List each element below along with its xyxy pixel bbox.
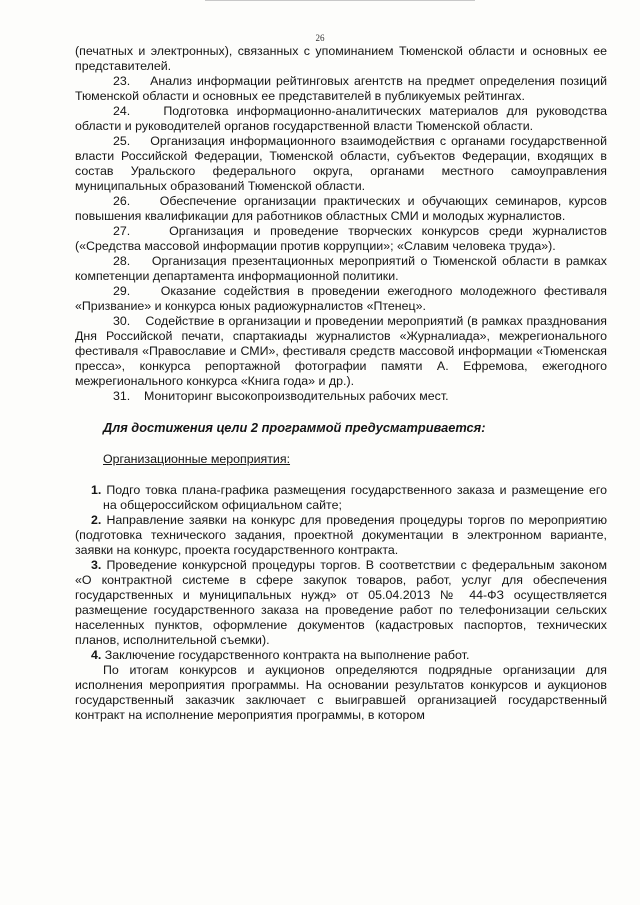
goal-heading: Для достижения цели 2 программой предусматривается: [103,420,486,435]
list-item-number: 29. [113,284,131,298]
list-item [75,134,607,194]
list-item-text: Мониторинг высокопроизводительных рабочих мест. [144,389,449,403]
org-list-item-number: 3. [91,558,102,572]
intro-paragraph: (печатных и электронных), связанных с упоминанием Тюменской области и основных ее представителей. [75,44,607,73]
org-list-item-text: Проведение конкурсной процедуры торгов. В соответствии с федеральным законом «О контрактной системе в сфере закупок товаров, работ, услуг для обеспечения государственных и муниципальных нужд» от 05.04.2013 № 44-ФЗ осуществляется размещение государственного заказа на проведение работ по телефонизации сельских населенных пунктов, оформление документов (кадастровых паспортов, технических планов, исполнительной съемки). [75,558,607,647]
list-item-number: 31. [113,389,131,403]
list-item-text: Организация презентационных мероприятий о Тюменской области в рамках компетенции департамента информационной политики. [75,254,607,283]
section-subheading: Организационные мероприятия: [103,452,291,466]
numbered-list [75,74,607,404]
list-item [75,389,607,404]
list-item-text: Анализ информации рейтинговых агентств на предмет определения позиций Тюменской области и основных ее представителей в публикуемых рейтингах. [75,74,607,103]
organizational-list [75,483,607,663]
org-list-item-number: 4. [91,648,102,662]
org-list-item [75,648,607,663]
org-list-item [75,513,607,558]
org-list-item [75,483,607,513]
list-item [75,314,607,389]
list-item [75,254,607,284]
list-item [75,194,607,224]
org-list-item-number: 1. [91,483,102,497]
list-item-text: Обеспечение организации практических и обучающих семинаров, курсов повышения квалификации для работников областных СМИ и молодых журналистов. [75,194,607,223]
org-list-item-text: Направление заявки на конкурс для проведения процедуры торгов по мероприятию (подготовка технического задания, проектной документации в электронном варианте, заявки на конкурс, проекта государственного контракта. [75,513,607,557]
list-item [75,224,607,254]
list-item-number: 27. [113,224,131,238]
list-item-text: Организация и проведение творческих конкурсов среди журналистов («Средства массовой информации против коррупции»; «Славим человека труда»). [75,224,607,253]
org-list-item-text: Заключение государственного контракта на выполнение работ. [104,648,470,662]
list-item [75,284,607,314]
list-item-text: Организация информационного взаимодействия с органами государственной власти Российской Федерации, Тюменской области, субъектов Федерации, входящих в состав Уральского федерального округа, органами местного самоуправления муниципальных образований Тюменской области. [75,134,607,193]
org-list-item-number: 2. [91,513,102,527]
list-item-number: 28. [113,254,131,268]
org-list-item-text: Подго товка плана-графика размещения государственного заказа и размещение его на общероссийском официальном сайте; [103,483,607,512]
list-item [75,74,607,104]
page-number: 26 [315,33,325,43]
top-rule [205,0,475,1]
org-list-item [75,558,607,648]
list-item-text: Содействие в организации и проведении мероприятий (в рамках празднования Дня Российской печати, спартакиады журналистов «Журналиада», межрегионального фестиваля «Православие и СМИ», фестиваля средств массовой информации «Тюменская пресса», конкурса репортажной фотографии памяти А. Ефремова, ежегодного межрегионального конкурса «Книга года» и др.). [75,314,607,388]
list-item-number: 25. [113,134,131,148]
list-item-text: Подготовка информационно-аналитических материалов для руководства области и руководителей органов государственной власти Тюменской области. [75,104,607,133]
list-item-number: 23. [113,74,131,88]
list-item-number: 26. [113,194,131,208]
list-item-number: 24. [113,104,131,118]
document-body [75,44,607,723]
list-item-number: 30. [113,314,131,328]
list-item-text: Оказание содействия в проведении ежегодного молодежного фестиваля «Призвание» и конкурса юных радиожурналистов «Птенец». [75,284,607,313]
closing-paragraph: По итогам конкурсов и аукционов определяются подрядные организации для исполнения мероприятия программы. На основании результатов конкурсов и аукционов государственный заказчик заключает с выигравшей организацией государственный контракт на исполнение мероприятия программы, в котором [75,663,607,722]
list-item [75,104,607,134]
